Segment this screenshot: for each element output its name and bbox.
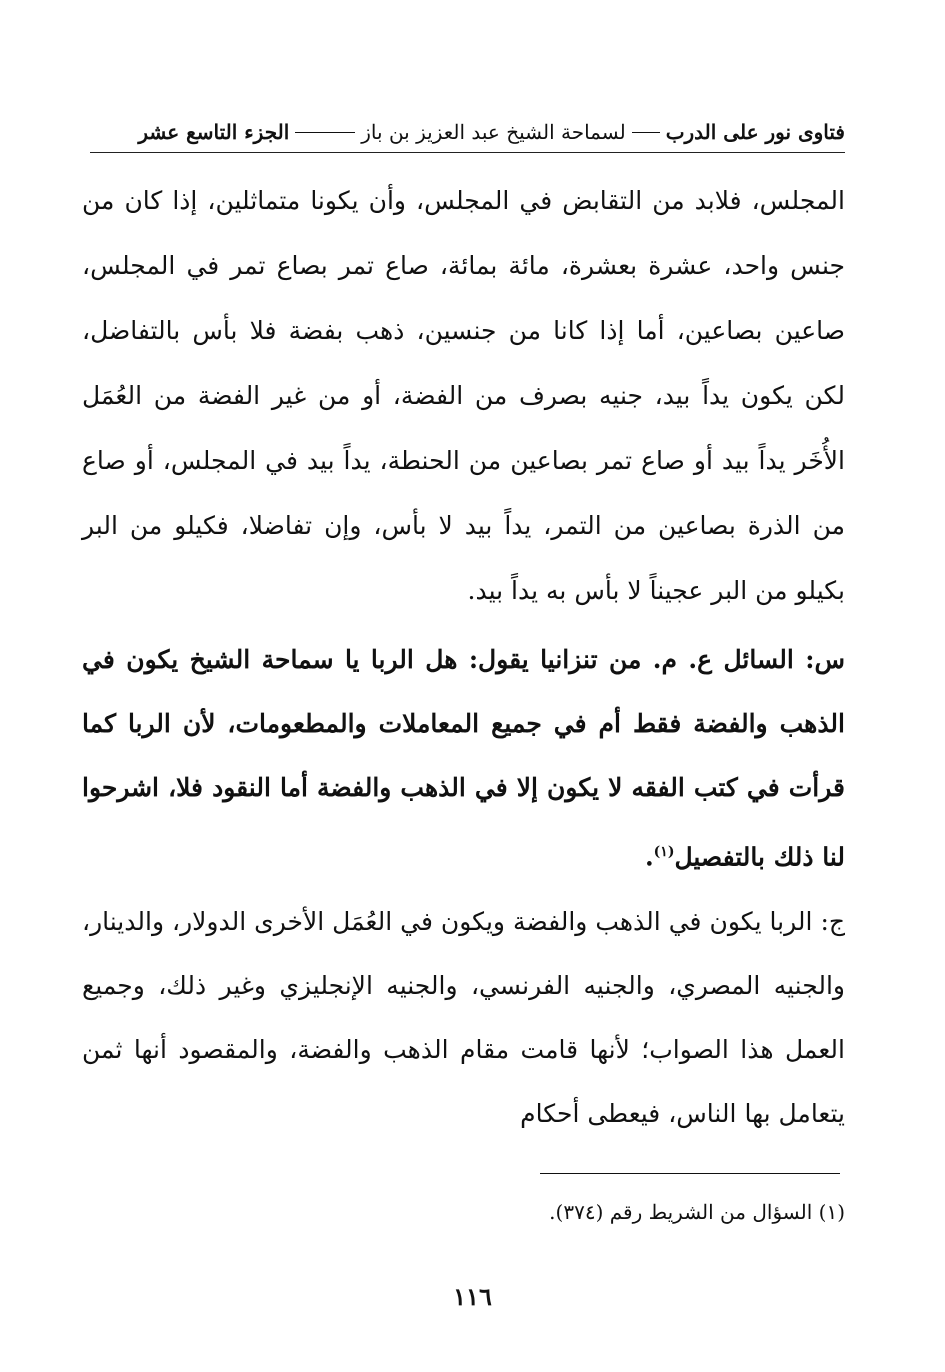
footnote-marker[interactable]: (١) [653,844,675,860]
part-number: الجزء التاسع عشر [138,120,290,144]
answer-label: ج: [820,907,845,936]
book-title: فتاوى نور على الدرب [665,120,845,144]
question-end: . [644,842,654,872]
answer-paragraph [82,890,845,1146]
header-dash [632,132,660,133]
page-number: ١١٦ [453,1282,492,1311]
answer-text: الربا يكون في الذهب والفضة ويكون في العُمَل الأخرى الدولار، والدينار، والجنيه المصري، والجنيه الفرنسي، والجنيه الإنجليزي وغير ذلك، وجميع العمل هذا الصواب؛ لأنها قامت مقام الذهب والفضة، والمقصود أنها ثمن يتعامل بها الناس، فيعطى أحكام [82,907,845,1128]
header-rule [90,152,845,153]
paragraph-continuation: المجلس، فلابد من التقابض في المجلس، وأن يكونا متماثلين، إذا كان من جنس واحد، عشرة بعشرة، مائة بمائة، صاع تمر بصاع تمر في المجلس، صاعين بصاعين، أما إذا كانا من جنسين، ذهب بفضة فلا بأس بالتفاضل، لكن يكون يداً بيد، جنيه بصرف من الفضة، أو من غير الفضة من العُمَل الأُخَر يداً بيد أو صاع تمر بصاعين من الحنطة، يداً بيد في المجلس، أو صاع من الذرة بصاعين من التمر، يداً بيد لا بأس، وإن تفاضلا، فكيلو من البر بكيلو من البر عجيناً لا بأس به يداً بيد. [82,186,845,605]
question-label: س: [805,645,845,674]
footnote-rule [540,1173,840,1174]
header-long-dash [295,132,355,133]
question-paragraph [82,628,845,889]
running-header [90,112,845,152]
question-text: السائل ع. م. من تنزانيا يقول: هل الربا يا سماحة الشيخ يكون في الذهب والفضة فقط أم في جميع المعاملات والمطعومات، لأن الربا كما قرأت في كتب الفقه لا يكون إلا في الذهب والفضة أما النقود فلا، اشرحوا لنا ذلك بالتفصيل [82,645,845,872]
author-name: لسماحة الشيخ عبد العزيز بن باز [361,120,626,144]
footnote: (١) السؤال من الشريط رقم (٣٧٤). [549,1200,845,1224]
